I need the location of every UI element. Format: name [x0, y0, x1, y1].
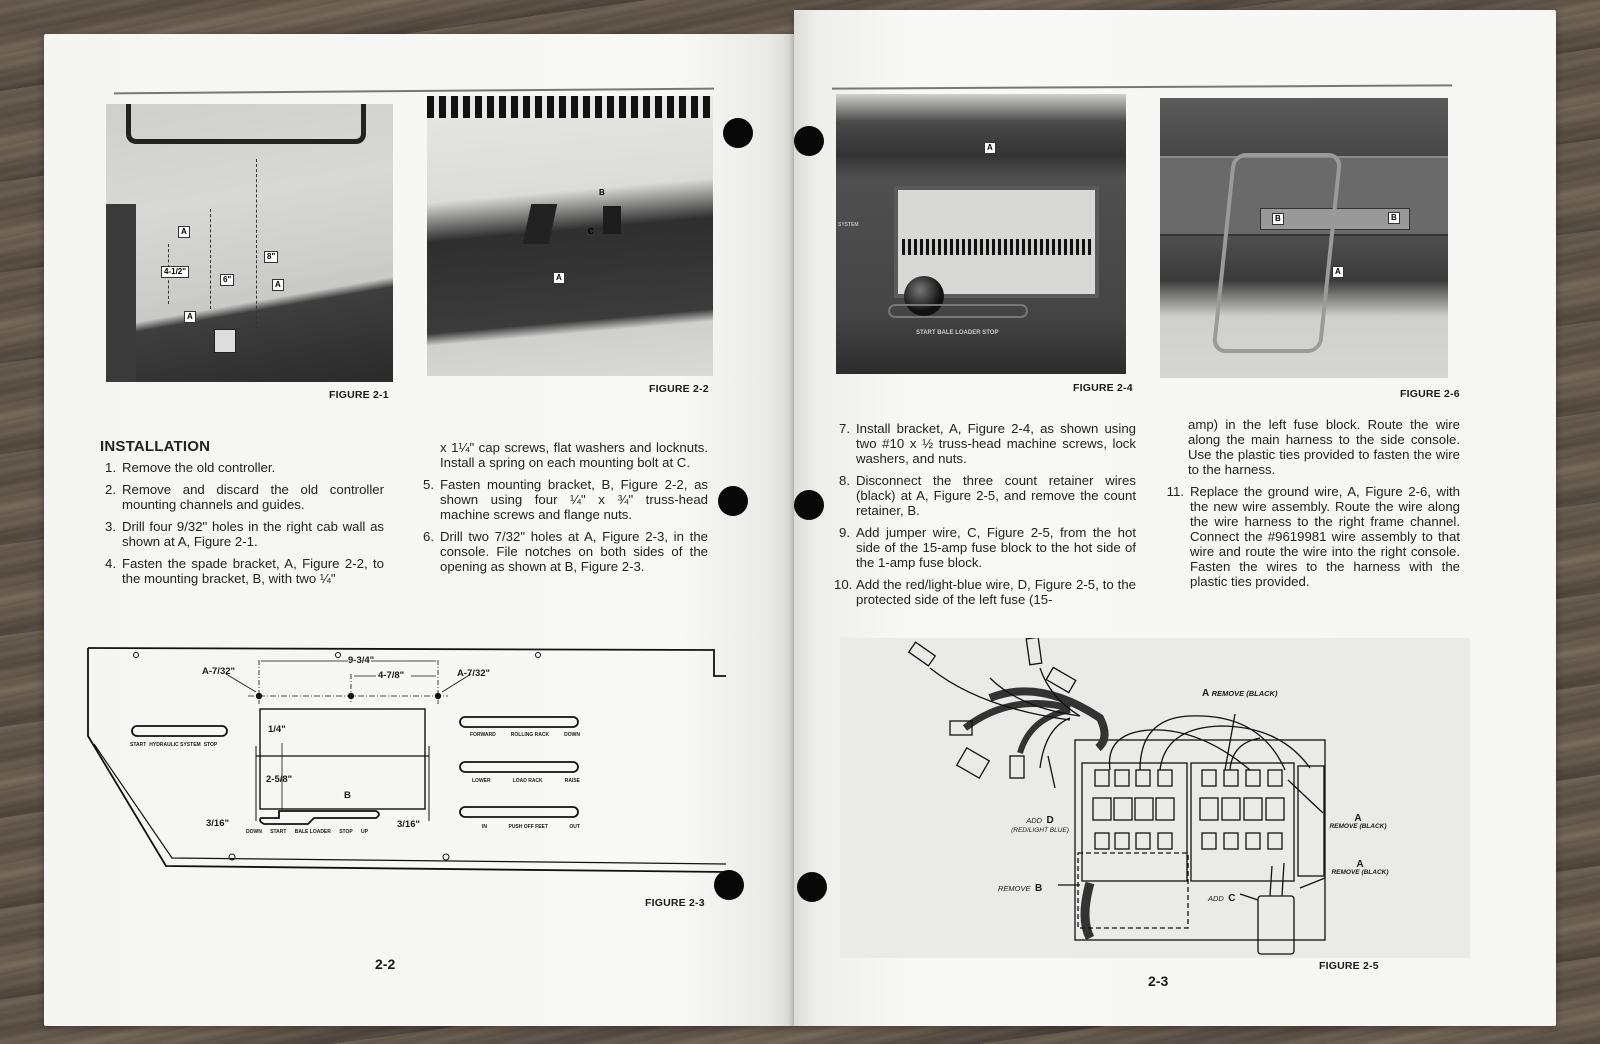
figure-2-4-caption: FIGURE 2-4: [1073, 382, 1133, 394]
dim-notch-height: 2-5/8": [266, 774, 293, 785]
dim-offset-top: 1/4": [268, 724, 286, 735]
fig-2-1-dim-8: 8": [264, 251, 278, 263]
steps-column-2: [1164, 417, 1460, 596]
punch-hole: [723, 118, 753, 148]
fig-2-1-dim-6: 6": [220, 274, 234, 286]
dim-hole-left: A-7/32": [202, 666, 236, 677]
fig-2-5-label-b: REMOVE B: [998, 883, 1043, 894]
punch-hole: [797, 872, 827, 902]
steps-column-1: [834, 421, 1136, 614]
dim-notch-left: 3/16": [206, 818, 229, 829]
header-rule: [114, 88, 714, 95]
right-page: [794, 10, 1556, 1026]
dim-notch-right: 3/16": [397, 819, 420, 830]
dim-overall-width: 9-3/4": [348, 655, 375, 666]
dim-notch-label-b: B: [341, 790, 354, 801]
fig-2-4-panel-system: SYSTEM: [838, 222, 859, 228]
page-number-left: 2-2: [375, 956, 396, 972]
step-10: 10. Add the red/light-blue wire, D, Figure 2-5, to the protected side of the left fuse (15-: [834, 577, 1136, 607]
figure-2-1-caption: FIGURE 2-1: [329, 389, 389, 401]
left-page: [44, 34, 794, 1026]
label-push-off-feet: IN PUSH OFF FEET OUT: [482, 824, 580, 830]
step-5: 5. Fasten mounting bracket, B, Figure 2-2, as shown using four ¼" x ¾" truss-head machine screws and flange nuts.: [423, 477, 708, 522]
step-11: 11. Replace the ground wire, A, Figure 2-6, with the new wire assembly. Route the wire along the wire harness to the right frame channel. Connect the #9619981 wire assembly to that wire and route the wire into the right console. Fasten the wires to the harness with the plastic ties provided.: [1166, 484, 1460, 589]
fig-2-5-label-d: ADD D (RED/LIGHT BLUE): [1011, 815, 1069, 834]
label-load-rack: LOWER LOAD RACK RAISE: [472, 778, 580, 784]
fig-2-2-callout-c: C: [588, 227, 594, 236]
step-2: 2. Remove and discard the old controller mounting channels and guides.: [105, 482, 384, 512]
header-rule: [832, 84, 1452, 89]
fig-2-5-label-a-right1: A REMOVE (BLACK): [1329, 813, 1387, 830]
label-rolling-rack: FORWARD ROLLING RACK DOWN: [470, 732, 580, 738]
step-6: 6. Drill two 7/32" holes at A, Figure 2-3, in the console. File notches on both sides of the opening as shown at B, Figure 2-3.: [423, 529, 708, 574]
label-hydraulic-system: START HYDRAULIC SYSTEM STOP: [130, 742, 218, 748]
dim-half-width: 4-7/8": [378, 670, 405, 681]
figure-2-2-photo: [427, 96, 713, 376]
installation-column-1: [100, 439, 384, 593]
fig-2-1-callout-a3: A: [184, 311, 196, 323]
step-10-continuation: amp) in the left fuse block. Route the wire along the main harness to the side console. Use the plastic ties provided to fasten the wire to the harness.: [1188, 417, 1460, 477]
page-number-right: 2-3: [1148, 973, 1169, 989]
figure-2-1-photo: [106, 104, 393, 382]
label-bale-loader: DOWN START BALE LOADER STOP UP: [246, 829, 368, 835]
fig-2-4-callout-a: A: [984, 142, 996, 154]
fig-2-5-label-c: ADD C: [1208, 893, 1236, 904]
fig-2-5-label-a-right2: A REMOVE (BLACK): [1331, 859, 1389, 876]
figure-2-3-drawing: [86, 646, 726, 886]
figure-2-6-photo: [1160, 98, 1448, 378]
figure-2-5-caption: FIGURE 2-5: [1319, 960, 1379, 972]
figure-2-2-caption: FIGURE 2-2: [649, 383, 709, 395]
step-8: 8. Disconnect the three count retainer wires (black) at A, Figure 2-5, and remove the count retainer, B.: [839, 473, 1136, 518]
dim-hole-right: A-7/32": [457, 668, 491, 679]
fig-2-6-callout-b-right: B: [1388, 212, 1400, 224]
figure-2-5-drawing: [840, 638, 1470, 958]
figure-2-4-photo: [836, 94, 1126, 374]
punch-hole: [718, 486, 748, 516]
fig-2-4-panel-bale-loader: START BALE LOADER STOP: [916, 330, 999, 336]
fig-2-1-callout-a1: A: [178, 226, 190, 238]
fig-2-5-label-a-top: A REMOVE (BLACK): [1202, 688, 1278, 699]
installation-column-2: [418, 440, 708, 581]
fig-2-1-dim-4-1-2: 4-1/2": [161, 266, 189, 278]
step-4-continuation: x 1¼" cap screws, flat washers and locknuts. Install a spring on each mounting bolt at C.: [440, 440, 708, 470]
figure-2-3-caption: FIGURE 2-3: [645, 897, 705, 909]
fig-2-2-callout-b: B: [599, 188, 605, 197]
section-heading-installation: INSTALLATION: [100, 438, 211, 455]
punch-hole: [794, 126, 824, 156]
step-7: 7. Install bracket, A, Figure 2-4, as shown using two #10 x ½ truss-head machine screws, lock washers, and nuts.: [839, 421, 1136, 466]
fig-2-2-callout-a: A: [553, 272, 565, 284]
fig-2-6-callout-a: A: [1332, 266, 1344, 278]
fig-2-1-callout-a2: A: [272, 279, 284, 291]
punch-hole: [794, 490, 824, 520]
step-3: 3. Drill four 9/32" holes in the right cab wall as shown at A, Figure 2-1.: [105, 519, 384, 549]
step-4: 4. Fasten the spade bracket, A, Figure 2-2, to the mounting bracket, B, with two ¼": [105, 556, 384, 586]
step-1: 1. Remove the old controller.: [105, 460, 276, 475]
fig-2-6-callout-b-left: B: [1272, 213, 1284, 225]
figure-2-6-caption: FIGURE 2-6: [1400, 388, 1460, 400]
step-9: 9. Add jumper wire, C, Figure 2-5, from the hot side of the 15-amp fuse block to the hot side of the 1-amp fuse block.: [839, 525, 1136, 570]
punch-hole: [714, 870, 744, 900]
